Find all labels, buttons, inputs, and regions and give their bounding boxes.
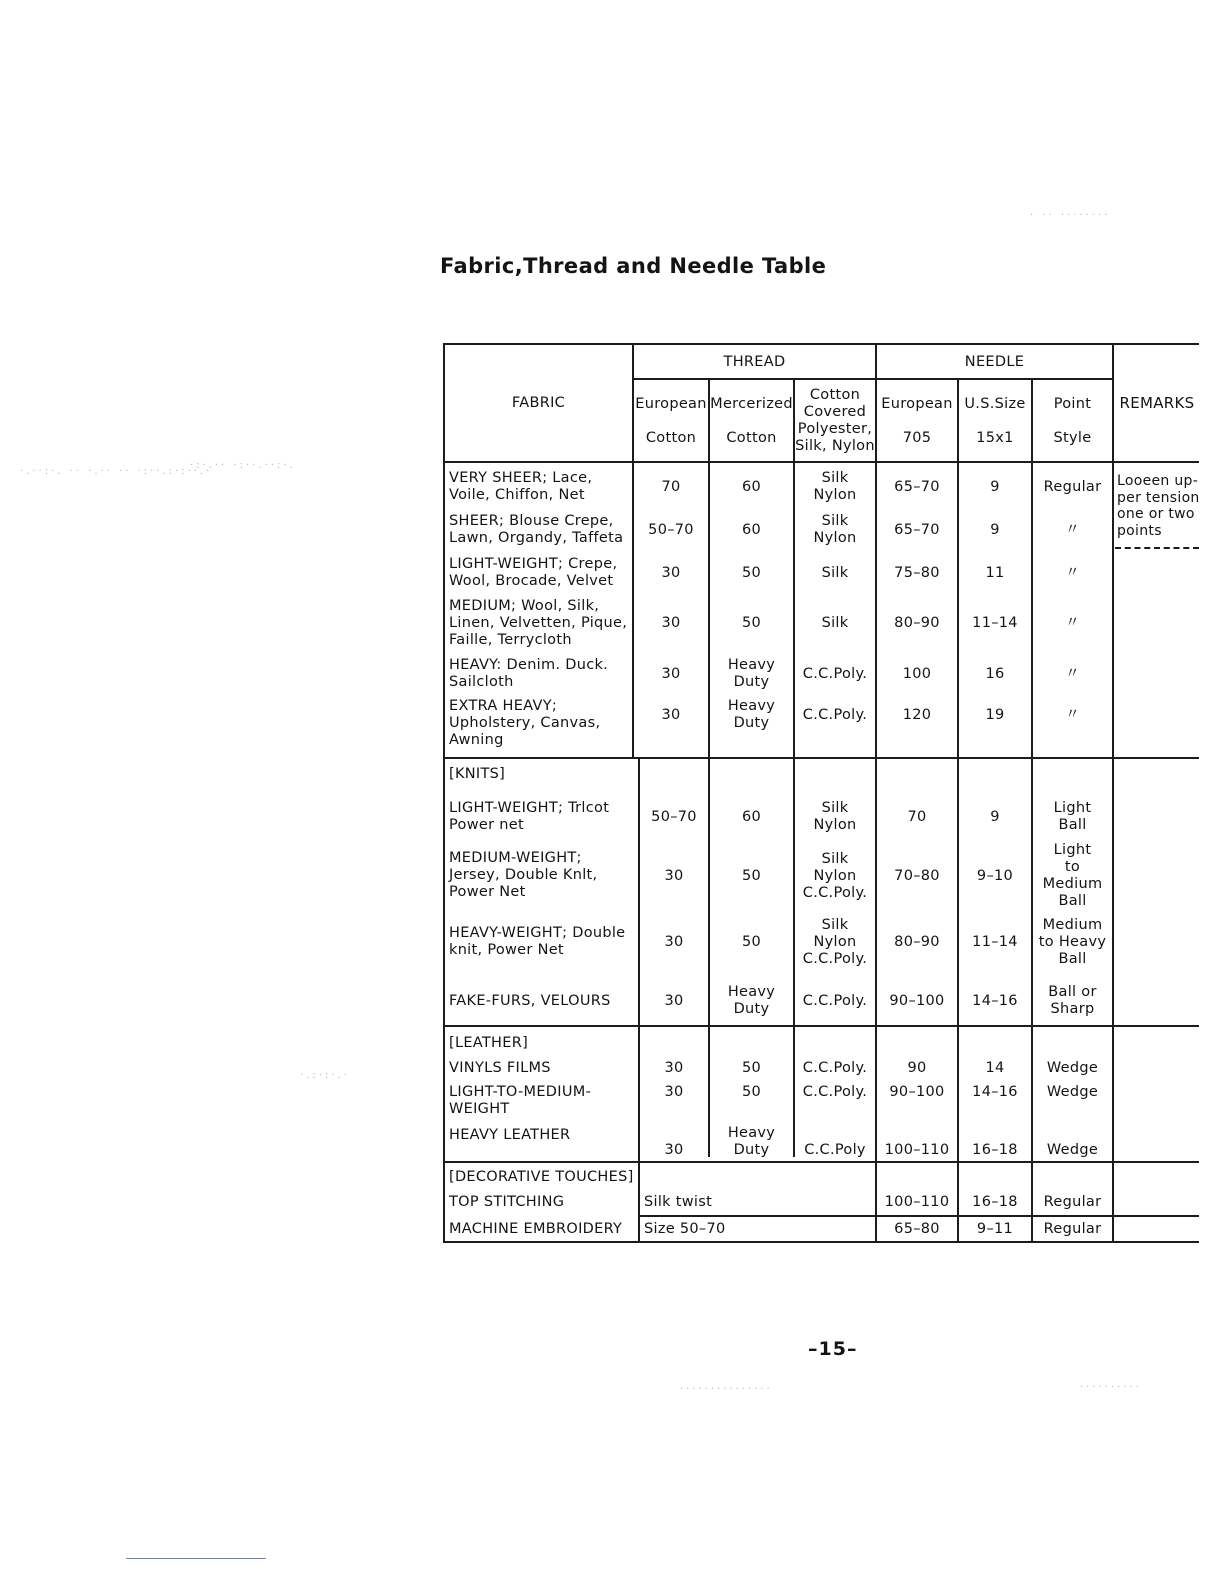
fabric-cell: VERY SHEER; Lace, Voile, Chiffon, Net <box>449 470 593 503</box>
eu705-cell: 90–100 <box>889 992 945 1009</box>
poly-cell: C.C.Poly. <box>802 665 868 682</box>
point-style-cell: Regular <box>1043 1220 1102 1237</box>
poly-cell: C.C.Poly. <box>802 1059 868 1076</box>
remark-dashed-rule <box>1115 547 1199 549</box>
fabric-cell: LIGHT-TO-MEDIUM- WEIGHT <box>449 1084 592 1117</box>
eu705-cell: 70 <box>907 808 927 825</box>
point-style-cell: 〃 <box>1065 665 1080 682</box>
eu-cotton-cell: 30 <box>661 706 681 723</box>
us-size-cell: 11–14 <box>972 933 1018 950</box>
poly-cell: Silk Nylon <box>813 800 857 833</box>
fabric-cell: TOP STITCHING <box>449 1193 565 1210</box>
mercerized-cell: 50 <box>741 564 762 581</box>
scan-noise: ·········· <box>1080 1382 1142 1393</box>
scan-noise: ·:·.·· ·:··.··:·. <box>190 460 296 471</box>
fabric-cell: EXTRA HEAVY; Upholstery, Canvas, Awning <box>449 697 601 748</box>
mercerized-cell: Heavy Duty <box>727 1125 776 1158</box>
mercerized-cell: 50 <box>741 933 762 950</box>
us-size-cell: 14–16 <box>972 992 1018 1009</box>
mercerized-cell: Heavy Duty <box>727 698 776 731</box>
fabric-cell: FAKE-FURS, VELOURS <box>449 992 611 1009</box>
remark-loosen-tension: Looeen up- per tension one or two points <box>1117 473 1200 539</box>
eu705-cell: 90–100 <box>889 1084 945 1100</box>
poly-cell: Silk Nylon <box>813 470 857 503</box>
us-size-cell: 9–10 <box>976 867 1014 884</box>
header-european-cotton: European Cotton <box>635 395 707 446</box>
eu-cotton-cell: 30 <box>664 1059 684 1076</box>
scan-noise: ·.··:·. ·· ·.·· ·· ·:··.:·:··.· <box>20 466 213 477</box>
fabric-cell: MEDIUM-WEIGHT; Jersey, Double Knlt, Power Net <box>449 850 598 900</box>
header-cotton-covered-polyester: Cotton Covered Polyester, Silk, Nylon <box>795 387 875 454</box>
point-style-cell: Regular <box>1043 1193 1102 1210</box>
eu-cotton-cell: 30 <box>661 564 681 581</box>
us-size-cell: 14 <box>985 1059 1005 1076</box>
fabric-cell: LIGHT-WEIGHT; Crepe, Wool, Brocade, Velvet <box>449 556 618 589</box>
us-size-cell: 9–11 <box>976 1220 1014 1237</box>
eu705-cell: 120 <box>902 706 932 723</box>
header-remarks: REMARKS <box>1119 393 1195 412</box>
us-size-cell: 9 <box>990 808 1000 825</box>
point-style-cell: Wedge <box>1046 1059 1099 1076</box>
rule-decorative-top <box>445 1161 1199 1163</box>
fabric-thread-needle-table <box>443 343 1199 1243</box>
us-size-cell: 11 <box>985 564 1005 581</box>
eu705-cell: 100–110 <box>884 1142 950 1158</box>
poly-cell: C.C.Poly. <box>802 1084 868 1100</box>
mercerized-cell: 60 <box>741 808 762 825</box>
eu-cotton-cell: 30 <box>664 933 684 950</box>
us-size-cell: 9 <box>990 478 1000 495</box>
fabric-cell: MACHINE EMBROIDERY <box>449 1220 623 1237</box>
header-european-705: European 705 <box>881 395 953 446</box>
header-mercerized-cotton: Mercerized Cotton <box>710 395 793 446</box>
mercerized-cell: 60 <box>741 521 762 538</box>
fabric-cell: HEAVY LEATHER <box>449 1127 571 1143</box>
us-size-cell: 9 <box>990 521 1000 538</box>
point-style-cell: 〃 <box>1065 614 1080 631</box>
poly-cell: Silk <box>821 564 849 581</box>
point-style-cell: 〃 <box>1065 521 1080 538</box>
eu705-cell: 70–80 <box>894 867 940 884</box>
point-style-cell: Medium to Heavy Ball <box>1038 916 1107 967</box>
mercerized-cell: 50 <box>741 1059 762 1076</box>
fabric-cell: HEAVY: Denim. Duck. Sailcloth <box>449 657 609 690</box>
blue-rule <box>126 1558 266 1559</box>
rule-header-bottom <box>445 461 1199 463</box>
header-thread: THREAD <box>723 353 786 370</box>
poly-cell: Silk <box>821 614 849 631</box>
thread-cell: Silk twist <box>644 1193 713 1210</box>
mercerized-cell: 50 <box>741 1084 762 1100</box>
eu705-cell: 65–80 <box>894 1220 940 1237</box>
us-size-cell: 11–14 <box>972 614 1018 631</box>
us-size-cell: 16–18 <box>972 1142 1018 1158</box>
eu-cotton-cell: 30 <box>664 867 684 884</box>
poly-cell: Silk Nylon <box>813 513 857 546</box>
rule-leather-top <box>445 1025 1199 1027</box>
scan-noise: · ·· ········ <box>1030 210 1111 221</box>
eu705-cell: 65–70 <box>894 478 940 495</box>
eu-cotton-cell: 30 <box>661 665 681 682</box>
eu-cotton-cell: 30 <box>664 1142 684 1158</box>
fabric-cell: LIGHT-WEIGHT; Trlcot Power net <box>449 800 610 833</box>
point-style-cell: 〃 <box>1065 706 1080 723</box>
header-point-style: Point Style <box>1053 395 1092 446</box>
eu-cotton-cell: 30 <box>664 992 684 1009</box>
eu-cotton-cell: 30 <box>661 614 681 631</box>
mercerized-cell: 50 <box>741 867 762 884</box>
header-fabric: FABRIC <box>511 394 566 411</box>
point-style-cell: Wedge <box>1046 1142 1099 1158</box>
eu-cotton-cell: 50–70 <box>651 808 697 825</box>
fabric-cell: HEAVY-WEIGHT; Double knit, Power Net <box>449 925 626 958</box>
section-heading-knits: [KNITS] <box>449 765 506 782</box>
poly-cell: Silk Nylon C.C.Poly. <box>802 916 868 967</box>
mercerized-cell: 60 <box>741 478 762 495</box>
section-heading-decorative: [DECORATIVE TOUCHES] <box>449 1168 634 1185</box>
eu705-cell: 90 <box>907 1059 927 1076</box>
eu705-cell: 75–80 <box>894 564 940 581</box>
poly-cell: Silk Nylon C.C.Poly. <box>802 850 868 901</box>
mercerized-cell: Heavy Duty <box>727 657 776 690</box>
eu-cotton-cell: 30 <box>664 1084 684 1100</box>
point-style-cell: Wedge <box>1046 1084 1099 1100</box>
poly-cell: C.C.Poly. <box>802 706 868 723</box>
thread-cell: Size 50–70 <box>644 1220 726 1237</box>
scan-noise: ··············· <box>680 1384 773 1395</box>
header-us-size: U.S.Size 15x1 <box>964 395 1026 446</box>
mercerized-cell: Heavy Duty <box>727 984 776 1017</box>
eu705-cell: 100 <box>902 665 932 682</box>
us-size-cell: 19 <box>985 706 1005 723</box>
header-needle: NEEDLE <box>964 353 1025 370</box>
eu-cotton-cell: 70 <box>661 478 681 495</box>
page-number: –15– <box>808 1338 858 1360</box>
poly-cell: C.C.Poly <box>804 1142 866 1158</box>
fabric-cell: MEDIUM; Wool, Silk, Linen, Velvetten, Pique, Faille, Terrycloth <box>449 597 628 648</box>
eu705-cell: 100–110 <box>884 1193 950 1210</box>
us-size-cell: 14–16 <box>972 1084 1018 1100</box>
page-title: Fabric,Thread and Needle Table <box>440 254 827 278</box>
point-style-cell: Ball or Sharp <box>1048 984 1097 1017</box>
eu705-cell: 80–90 <box>894 933 940 950</box>
fabric-cell: SHEER; Blouse Crepe, Lawn, Organdy, Taffeta <box>449 513 624 546</box>
eu705-cell: 65–70 <box>894 521 940 538</box>
us-size-cell: 16–18 <box>972 1193 1018 1210</box>
poly-cell: C.C.Poly. <box>802 992 868 1009</box>
point-style-cell: 〃 <box>1065 564 1080 581</box>
section-heading-leather: [LEATHER] <box>449 1034 529 1051</box>
scan-noise: ·.:·:·.· <box>300 1070 350 1081</box>
point-style-cell: Light to Medium Ball <box>1042 842 1103 909</box>
rule-knits-top <box>445 757 1199 759</box>
fabric-cell: VINYLS FILMS <box>449 1059 551 1076</box>
us-size-cell: 16 <box>985 665 1005 682</box>
eu-cotton-cell: 50–70 <box>648 521 694 538</box>
point-style-cell: Light Ball <box>1053 800 1092 833</box>
mercerized-cell: 50 <box>741 614 762 631</box>
point-style-cell: Regular <box>1043 478 1102 495</box>
eu705-cell: 80–90 <box>894 614 940 631</box>
